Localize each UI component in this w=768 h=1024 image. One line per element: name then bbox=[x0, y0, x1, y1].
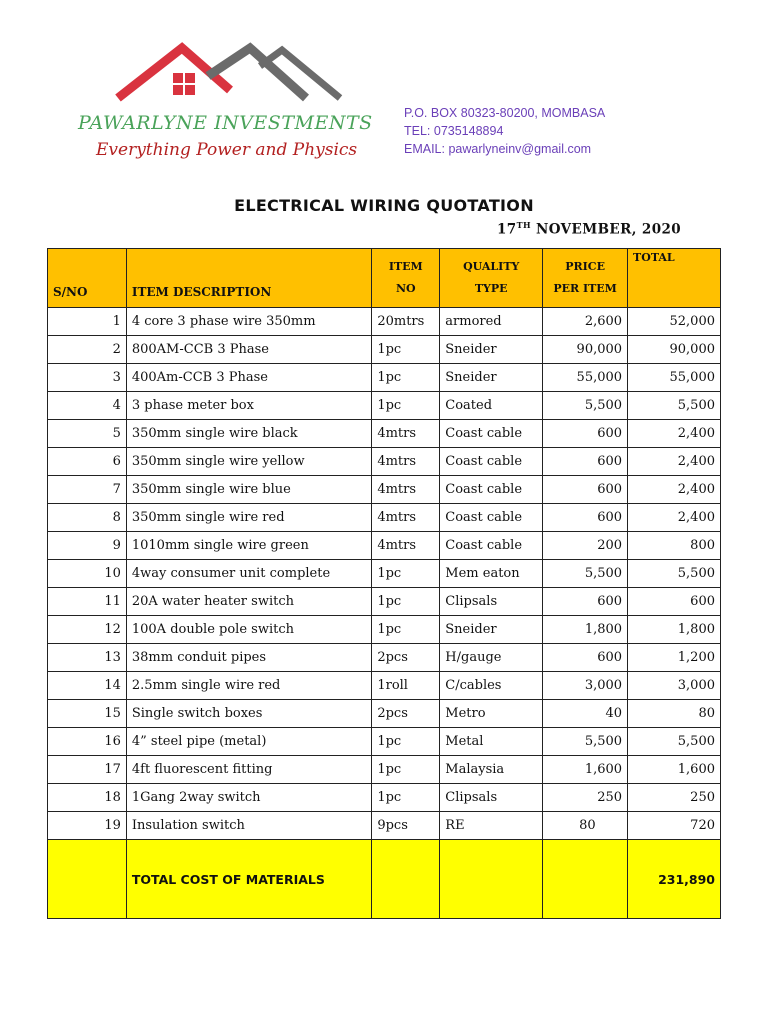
table-row bbox=[48, 616, 721, 644]
row-sno: 7 bbox=[48, 476, 127, 504]
row-description: 400Am-CCB 3 Phase bbox=[126, 364, 371, 392]
row-sno: 16 bbox=[48, 728, 127, 756]
table-row bbox=[48, 812, 721, 840]
row-total: 5,500 bbox=[628, 728, 721, 756]
row-quality: Coast cable bbox=[440, 532, 543, 560]
header-quality bbox=[440, 249, 543, 308]
header-price-line2: PER ITEM bbox=[553, 282, 617, 295]
row-price: 80 bbox=[543, 812, 628, 840]
row-price: 600 bbox=[543, 588, 628, 616]
table-row bbox=[48, 700, 721, 728]
table-row bbox=[48, 672, 721, 700]
row-sno: 1 bbox=[48, 308, 127, 336]
row-total: 250 bbox=[628, 784, 721, 812]
header-price bbox=[543, 249, 628, 308]
row-price: 3,000 bbox=[543, 672, 628, 700]
row-total: 55,000 bbox=[628, 364, 721, 392]
company-logo bbox=[70, 40, 373, 170]
row-quality: Coast cable bbox=[440, 504, 543, 532]
row-item-no: 20mtrs bbox=[372, 308, 440, 336]
table-row bbox=[48, 644, 721, 672]
company-name: PAWARLYNE INVESTMENTS bbox=[78, 112, 373, 134]
row-sno: 17 bbox=[48, 756, 127, 784]
row-total: 52,000 bbox=[628, 308, 721, 336]
row-description: 4” steel pipe (metal) bbox=[126, 728, 371, 756]
document-date bbox=[497, 220, 681, 238]
row-quality: Coast cable bbox=[440, 476, 543, 504]
row-total: 90,000 bbox=[628, 336, 721, 364]
row-price: 2,600 bbox=[543, 308, 628, 336]
row-item-no: 1pc bbox=[372, 588, 440, 616]
row-quality: Malaysia bbox=[440, 756, 543, 784]
row-total: 2,400 bbox=[628, 476, 721, 504]
table-row bbox=[48, 476, 721, 504]
row-sno: 2 bbox=[48, 336, 127, 364]
row-description: 350mm single wire black bbox=[126, 420, 371, 448]
row-item-no: 1roll bbox=[372, 672, 440, 700]
row-price: 5,500 bbox=[543, 728, 628, 756]
header-quality-line2: TYPE bbox=[474, 282, 508, 295]
row-description: 350mm single wire blue bbox=[126, 476, 371, 504]
row-item-no: 1pc bbox=[372, 616, 440, 644]
row-quality: Clipsals bbox=[440, 784, 543, 812]
table-row bbox=[48, 392, 721, 420]
row-quality: Coast cable bbox=[440, 448, 543, 476]
row-price: 600 bbox=[543, 504, 628, 532]
row-total: 80 bbox=[628, 700, 721, 728]
table-row bbox=[48, 728, 721, 756]
row-price: 200 bbox=[543, 532, 628, 560]
row-total: 1,200 bbox=[628, 644, 721, 672]
email: EMAIL: pawarlyneinv@gmail.com bbox=[404, 142, 592, 156]
po-box: P.O. BOX 80323-80200, MOMBASA bbox=[404, 106, 606, 120]
row-price: 5,500 bbox=[543, 560, 628, 588]
table-row bbox=[48, 532, 721, 560]
row-description: 20A water heater switch bbox=[126, 588, 371, 616]
row-quality: Coated bbox=[440, 392, 543, 420]
table-row bbox=[48, 420, 721, 448]
row-item-no: 1pc bbox=[372, 560, 440, 588]
row-price: 55,000 bbox=[543, 364, 628, 392]
row-description: 4way consumer unit complete bbox=[126, 560, 371, 588]
row-sno: 6 bbox=[48, 448, 127, 476]
header-item-no bbox=[372, 249, 440, 308]
row-quality: Metro bbox=[440, 700, 543, 728]
row-sno: 18 bbox=[48, 784, 127, 812]
row-quality: armored bbox=[440, 308, 543, 336]
row-total: 5,500 bbox=[628, 392, 721, 420]
footer-label: TOTAL COST OF MATERIALS bbox=[126, 840, 371, 919]
row-price: 600 bbox=[543, 644, 628, 672]
row-total: 600 bbox=[628, 588, 721, 616]
row-sno: 9 bbox=[48, 532, 127, 560]
row-description: 1010mm single wire green bbox=[126, 532, 371, 560]
date-rest: NOVEMBER, 2020 bbox=[530, 221, 682, 238]
header-quality-line1: QUALITY bbox=[463, 260, 520, 273]
row-price: 600 bbox=[543, 448, 628, 476]
row-quality: Mem eaton bbox=[440, 560, 543, 588]
table-body bbox=[48, 308, 721, 840]
table-row bbox=[48, 308, 721, 336]
row-price: 1,800 bbox=[543, 616, 628, 644]
row-description: 350mm single wire yellow bbox=[126, 448, 371, 476]
footer-empty-sno bbox=[48, 840, 127, 919]
table-row bbox=[48, 560, 721, 588]
row-total: 800 bbox=[628, 532, 721, 560]
row-price: 90,000 bbox=[543, 336, 628, 364]
row-quality: Sneider bbox=[440, 336, 543, 364]
row-price: 600 bbox=[543, 420, 628, 448]
company-tagline: Everything Power and Physics bbox=[96, 140, 358, 160]
row-item-no: 9pcs bbox=[372, 812, 440, 840]
row-sno: 12 bbox=[48, 616, 127, 644]
table-row bbox=[48, 756, 721, 784]
contact-block bbox=[404, 104, 605, 158]
footer-empty-item bbox=[372, 840, 440, 919]
header-total: TOTAL bbox=[628, 249, 721, 308]
table-row bbox=[48, 448, 721, 476]
row-description: 4ft fluorescent fitting bbox=[126, 756, 371, 784]
row-total: 1,800 bbox=[628, 616, 721, 644]
row-price: 250 bbox=[543, 784, 628, 812]
row-item-no: 2pcs bbox=[372, 644, 440, 672]
row-item-no: 1pc bbox=[372, 756, 440, 784]
footer-total: 231,890 bbox=[628, 840, 721, 919]
row-total: 2,400 bbox=[628, 504, 721, 532]
document-title: ELECTRICAL WIRING QUOTATION bbox=[234, 196, 534, 215]
row-description: 2.5mm single wire red bbox=[126, 672, 371, 700]
row-price: 1,600 bbox=[543, 756, 628, 784]
row-item-no: 4mtrs bbox=[372, 420, 440, 448]
header-price-line1: PRICE bbox=[565, 260, 605, 273]
row-sno: 13 bbox=[48, 644, 127, 672]
row-total: 3,000 bbox=[628, 672, 721, 700]
row-quality: Clipsals bbox=[440, 588, 543, 616]
row-quality: Sneider bbox=[440, 364, 543, 392]
row-description: 350mm single wire red bbox=[126, 504, 371, 532]
row-item-no: 1pc bbox=[372, 392, 440, 420]
row-price: 600 bbox=[543, 476, 628, 504]
row-item-no: 1pc bbox=[372, 784, 440, 812]
row-total: 5,500 bbox=[628, 560, 721, 588]
row-sno: 19 bbox=[48, 812, 127, 840]
row-quality: H/gauge bbox=[440, 644, 543, 672]
header-item-no-line2: NO bbox=[395, 282, 416, 295]
row-item-no: 2pcs bbox=[372, 700, 440, 728]
table-row bbox=[48, 504, 721, 532]
row-quality: Metal bbox=[440, 728, 543, 756]
row-description: 4 core 3 phase wire 350mm bbox=[126, 308, 371, 336]
row-quality: C/cables bbox=[440, 672, 543, 700]
row-total: 2,400 bbox=[628, 420, 721, 448]
table-row bbox=[48, 784, 721, 812]
row-total: 1,600 bbox=[628, 756, 721, 784]
row-price: 5,500 bbox=[543, 392, 628, 420]
row-sno: 10 bbox=[48, 560, 127, 588]
row-sno: 15 bbox=[48, 700, 127, 728]
row-description: 1Gang 2way switch bbox=[126, 784, 371, 812]
table-row bbox=[48, 588, 721, 616]
row-description: Single switch boxes bbox=[126, 700, 371, 728]
row-item-no: 1pc bbox=[372, 336, 440, 364]
row-item-no: 1pc bbox=[372, 364, 440, 392]
quotation-table bbox=[47, 248, 721, 919]
row-item-no: 4mtrs bbox=[372, 476, 440, 504]
row-description: 100A double pole switch bbox=[126, 616, 371, 644]
table-footer-row bbox=[48, 840, 721, 919]
footer-empty-quality bbox=[440, 840, 543, 919]
row-item-no: 4mtrs bbox=[372, 448, 440, 476]
telephone: TEL: 0735148894 bbox=[404, 124, 504, 138]
row-description: 38mm conduit pipes bbox=[126, 644, 371, 672]
table-row bbox=[48, 364, 721, 392]
row-item-no: 1pc bbox=[372, 728, 440, 756]
date-day: 17 bbox=[497, 221, 517, 238]
row-sno: 11 bbox=[48, 588, 127, 616]
row-sno: 3 bbox=[48, 364, 127, 392]
row-sno: 5 bbox=[48, 420, 127, 448]
row-description: Insulation switch bbox=[126, 812, 371, 840]
row-price: 40 bbox=[543, 700, 628, 728]
footer-empty-price bbox=[543, 840, 628, 919]
row-item-no: 4mtrs bbox=[372, 532, 440, 560]
header-sno: S/NO bbox=[48, 249, 127, 308]
date-suffix: TH bbox=[516, 220, 531, 230]
header-description: ITEM DESCRIPTION bbox=[126, 249, 371, 308]
row-description: 800AM-CCB 3 Phase bbox=[126, 336, 371, 364]
table-row bbox=[48, 336, 721, 364]
row-quality: RE bbox=[440, 812, 543, 840]
row-quality: Sneider bbox=[440, 616, 543, 644]
row-quality: Coast cable bbox=[440, 420, 543, 448]
row-description: 3 phase meter box bbox=[126, 392, 371, 420]
row-total: 2,400 bbox=[628, 448, 721, 476]
row-total: 720 bbox=[628, 812, 721, 840]
row-item-no: 4mtrs bbox=[372, 504, 440, 532]
header-item-no-line1: ITEM bbox=[388, 260, 423, 273]
roof-logo-icon bbox=[110, 40, 350, 115]
table-header-row bbox=[48, 249, 721, 308]
row-sno: 4 bbox=[48, 392, 127, 420]
row-sno: 8 bbox=[48, 504, 127, 532]
row-sno: 14 bbox=[48, 672, 127, 700]
